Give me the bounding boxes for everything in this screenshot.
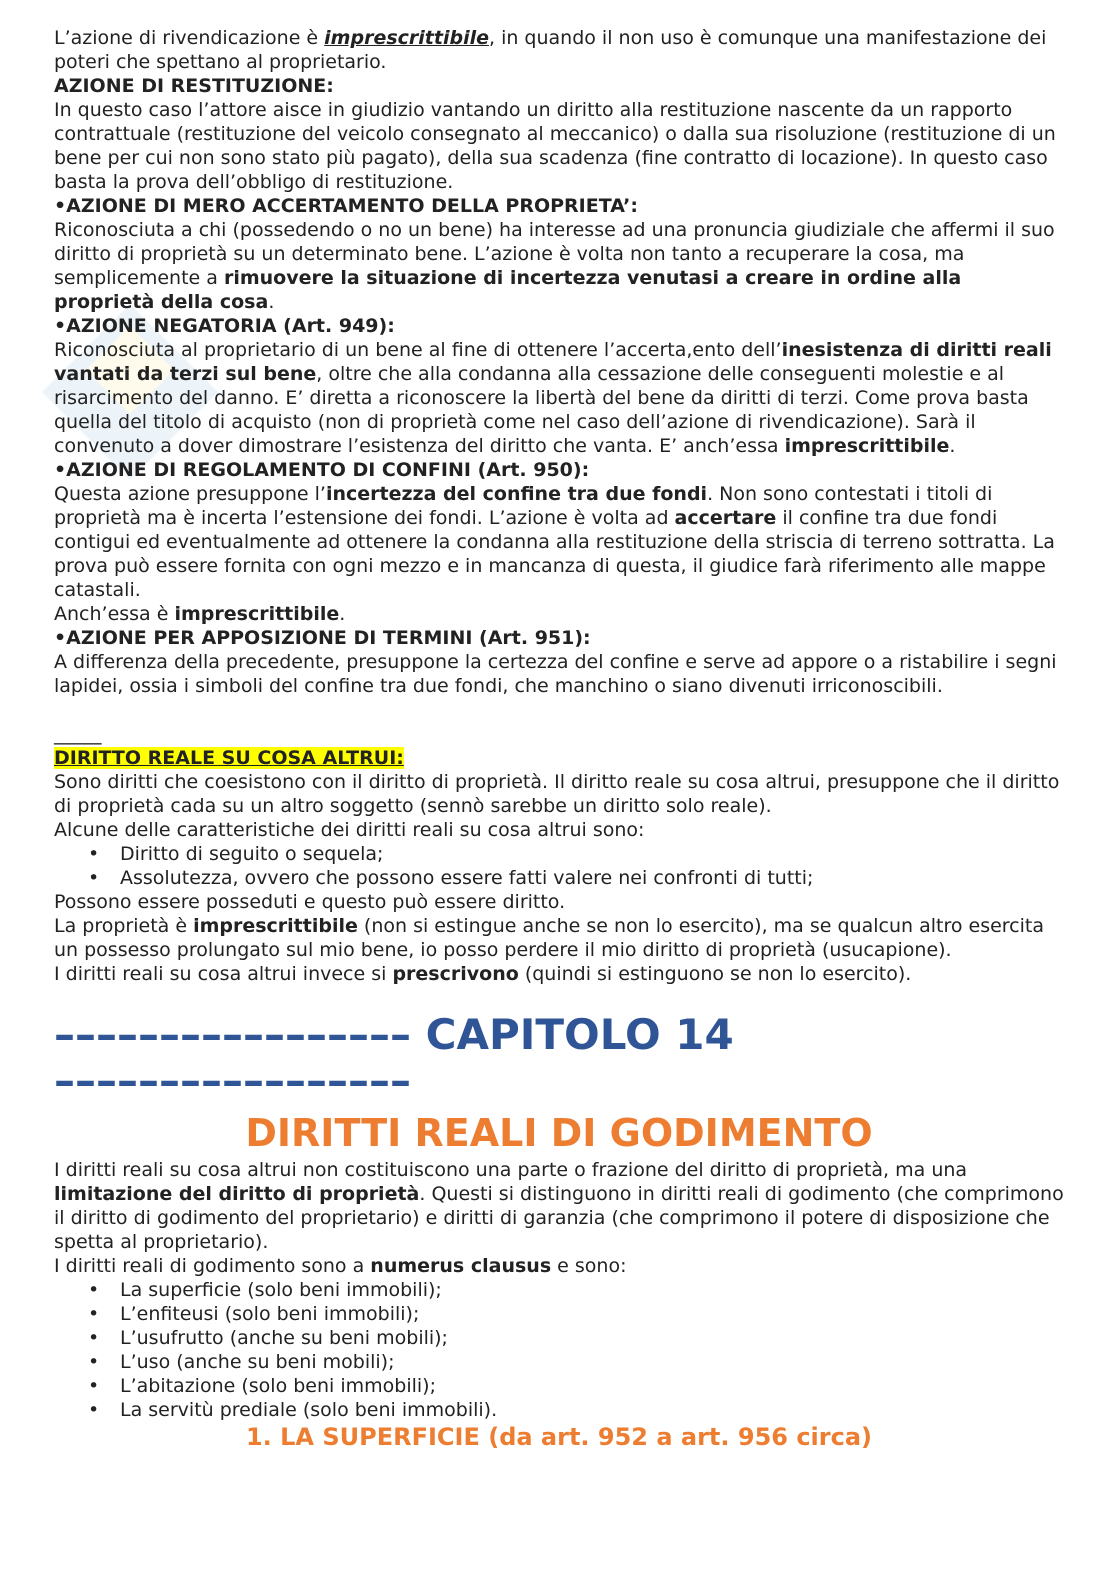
- chapter-rule: –––––––––––––––––: [54, 1056, 411, 1105]
- list-item: • L’enfiteusi (solo beni immobili);: [120, 1302, 1064, 1326]
- paragraph-negatoria: Riconosciuta al proprietario di un bene al fine di ottenere l’accerta,ento dell’inesistenza di diritti reali vantati da terzi sul bene, oltre che alla condanna alla cessazione delle conseguenti molestie e al risarcimento del danno. E’ diretta a riconoscere la libertà del bene da diritti di terzi. Come prova basta quella del titolo di acquisto (non di proprietà come nel caso dell’azione di rivendicazione). Sarà il convenuto a dover dimostrare l’esistenza del diritto che vanta. E’ anch’essa imprescrittibile.: [54, 339, 1052, 457]
- paragraph-termini: A differenza della precedente, presuppone la certezza del confine e serve ad appore o a ristabilire i segni lapidei, ossia i simboli del confine tra due fondi, che manchino o siano divenuti irriconoscibili.: [54, 651, 1057, 697]
- paragraph-rivendicazione: L’azione di rivendicazione è imprescrittibile, in quando il non uso è comunque una manifestazione dei poteri che spettano al proprietario.: [54, 27, 1047, 73]
- paragraph-diritto-reale-3: Possono essere posseduti e questo può essere diritto.: [54, 891, 566, 913]
- paragraph-diritto-reale-5: I diritti reali su cosa altrui invece si prescrivono (quindi si estinguono se non lo esercito).: [54, 963, 912, 985]
- document-page: [54, 26, 1064, 1452]
- paragraph-diritto-reale-4: La proprietà è imprescrittibile (non si estingue anche se non lo esercito), ma se qualcun altro esercita un possesso prolungato sul mio bene, io posso perdere il mio diritto di proprietà (usucapione).: [54, 915, 1044, 961]
- paragraph-godimento-2: I diritti reali di godimento sono a numerus clausus e sono:: [54, 1255, 627, 1277]
- list-item: • Assolutezza, ovvero che possono essere fatti valere nei confronti di tutti;: [120, 866, 1064, 890]
- chapter-title: DIRITTI REALI DI GODIMENTO: [245, 1111, 873, 1155]
- list-item: • L’abitazione (solo beni immobili);: [120, 1374, 1064, 1398]
- list-item: • L’usufrutto (anche su beni mobili);: [120, 1326, 1064, 1350]
- heading-termini: •AZIONE PER APPOSIZIONE DI TERMINI (Art. 951):: [54, 627, 591, 649]
- list-item: • La superficie (solo beni immobili);: [120, 1278, 1064, 1302]
- paragraph-diritto-reale-1: Sono diritti che coesistono con il diritto di proprietà. Il diritto reale su cosa altrui, presuppone che il diritto di proprietà cada su un altro soggetto (sennò sarebbe un diritto solo reale).: [54, 771, 1060, 817]
- list-item: • L’uso (anche su beni mobili);: [120, 1350, 1064, 1374]
- heading-accertamento: •AZIONE DI MERO ACCERTAMENTO DELLA PROPRIETA’:: [54, 195, 638, 217]
- list-item: • Diritto di seguito o sequela;: [120, 842, 1064, 866]
- list-diritti-godimento: [54, 1278, 1064, 1422]
- chapter-heading: ––––––––––––––––– CAPITOLO 14: [54, 1010, 734, 1059]
- list-caratteristiche: [54, 842, 1064, 890]
- separator-line: _____: [54, 723, 102, 745]
- paragraph-confini-2: Anch’essa è imprescrittibile.: [54, 603, 346, 625]
- list-item: • La servitù prediale (solo beni immobili).: [120, 1398, 1064, 1422]
- section-subtitle: 1. LA SUPERFICIE (da art. 952 a art. 956 circa): [245, 1423, 873, 1451]
- paragraph-accertamento: Riconosciuta a chi (possedendo o no un bene) ha interesse ad una pronuncia giudiziale che affermi il suo diritto di proprietà su un determinato bene. L’azione è volta non tanto a recuperare la cosa, ma semplicemente a rimuovere la situazione di incertezza venutasi a creare in ordine alla proprietà della cosa.: [54, 219, 1055, 313]
- emphasis-imprescrittibile: imprescrittibile: [324, 27, 489, 49]
- heading-restituzione: AZIONE DI RESTITUZIONE:: [54, 75, 334, 97]
- heading-diritto-reale: DIRITTO REALE SU COSA ALTRUI:: [54, 747, 404, 769]
- paragraph-godimento-1: I diritti reali su cosa altrui non costituiscono una parte o frazione del diritto di proprietà, ma una limitazione del diritto di proprietà. Questi si distinguono in diritti reali di godimento (che comprimono il diritto di godimento del proprietario) e diritti di garanzia (che comprimono il potere di disposizione che spetta al proprietario).: [54, 1159, 1064, 1253]
- paragraph-confini: Questa azione presuppone l’incertezza del confine tra due fondi. Non sono contestati i titoli di proprietà ma è incerta l’estensione dei fondi. L’azione è volta ad accertare il confine tra due fondi contigui ed eventualmente ad ottenere la condanna alla restituzione della striscia di terreno sottratta. La prova può essere fornita con ogni mezzo e in mancanza di questa, il giudice farà riferimento alle mappe catastali.: [54, 483, 1055, 601]
- heading-negatoria: •AZIONE NEGATORIA (Art. 949):: [54, 315, 395, 337]
- paragraph-restituzione: In questo caso l’attore aisce in giudizio vantando un diritto alla restituzione nascente da un rapporto contrattuale (restituzione del veicolo consegnato al meccanico) o dalla sua risoluzione (restituzione di un bene per cui non sono stato più pagato), della sua scadenza (fine contratto di locazione). In questo caso basta la prova dell’obbligo di restituzione.: [54, 99, 1056, 193]
- paragraph-diritto-reale-2: Alcune delle caratteristiche dei diritti reali su cosa altrui sono:: [54, 819, 645, 841]
- heading-confini: •AZIONE DI REGOLAMENTO DI CONFINI (Art. 950):: [54, 459, 590, 481]
